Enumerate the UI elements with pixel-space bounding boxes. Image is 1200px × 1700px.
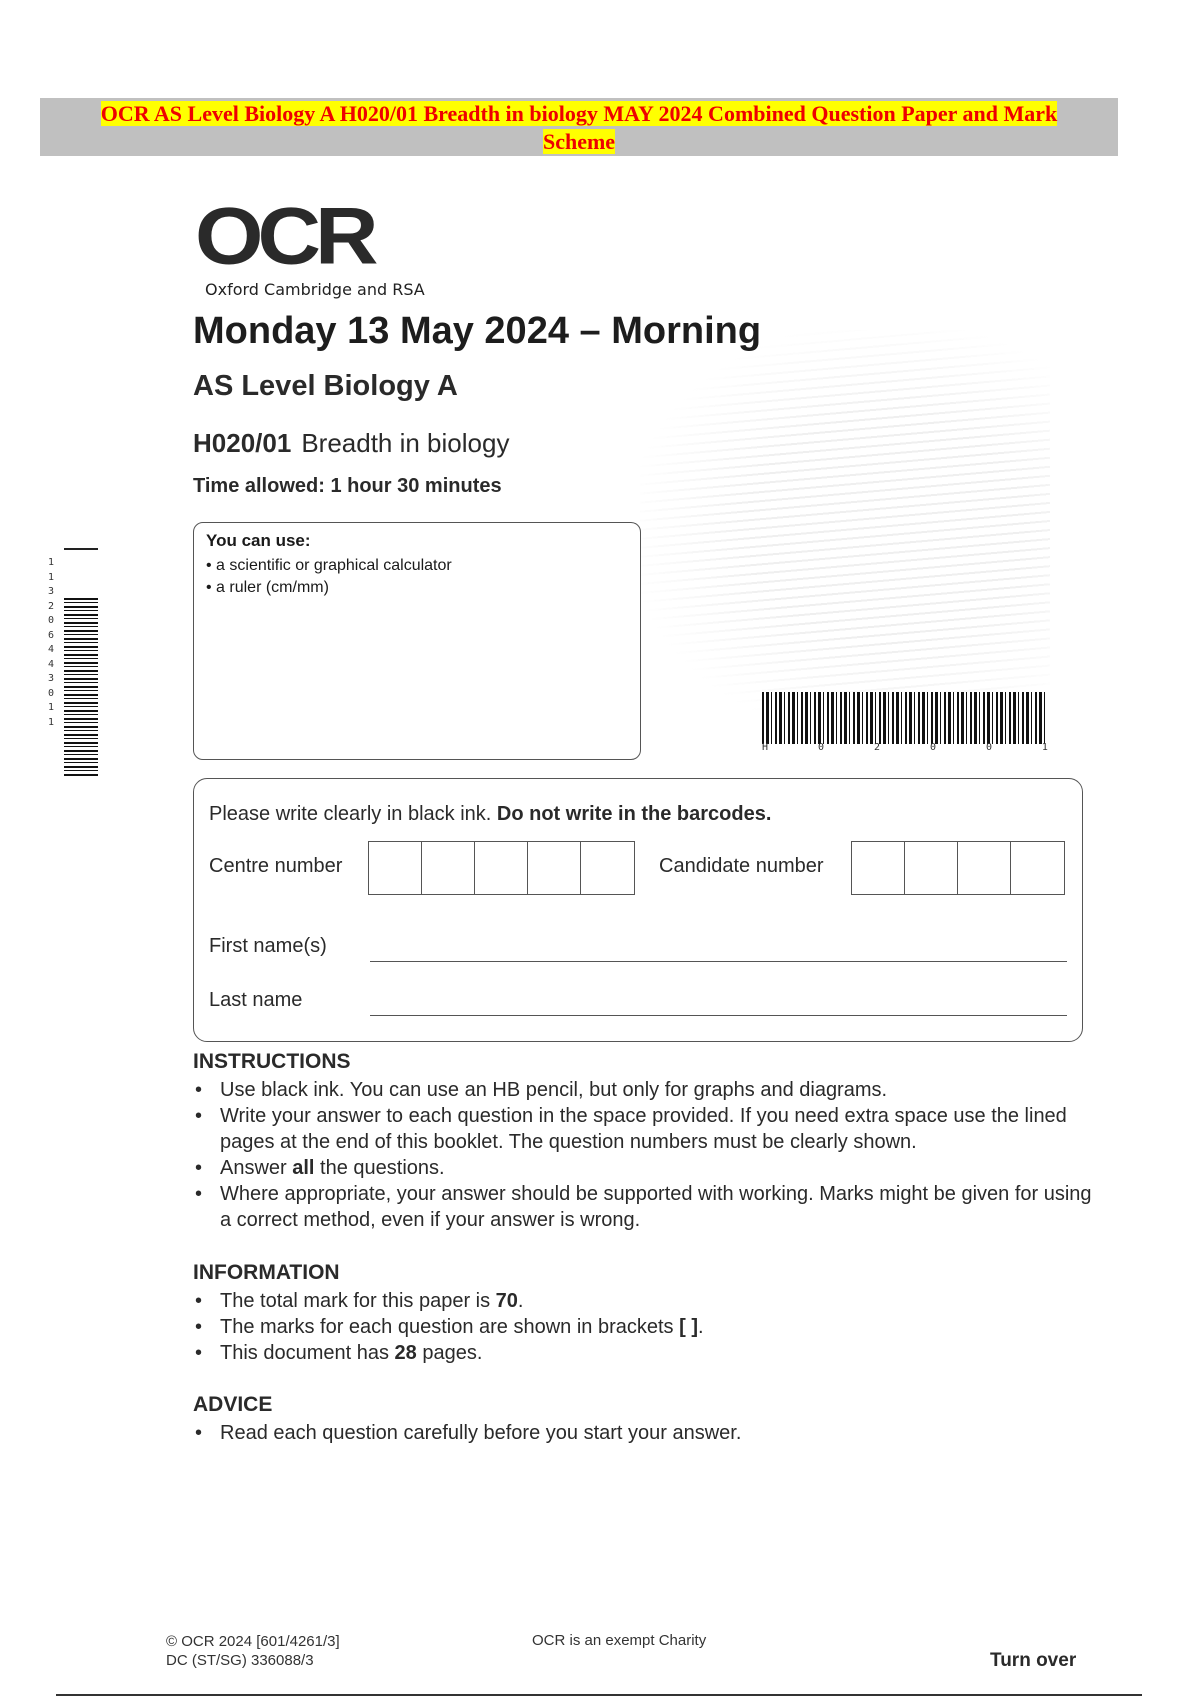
security-watermark [640, 330, 1050, 730]
advice-item: • Read each question carefully before you start your answer. [193, 1420, 1093, 1446]
copyright-line: © OCR 2024 [601/4261/3] [166, 1633, 340, 1650]
ocr-logo [195, 190, 425, 299]
paper-barcode-digits [762, 742, 1048, 753]
side-barcode [64, 598, 98, 776]
instruction-item: • Write your answer to each question in the space provided. If you need extra space use the lined pages at the end of this booklet. The question numbers must be clearly shown. [193, 1103, 1093, 1155]
candidate-details-box [193, 778, 1083, 1042]
banner-line-1: OCR AS Level Biology A H020/01 Breadth in biology MAY 2024 Combined Question Paper and Mark [100, 101, 1058, 126]
information-title: INFORMATION [193, 1261, 340, 1284]
advice-section [193, 1393, 1093, 1446]
instruction-item: • Where appropriate, your answer should be supported with working. Marks might be given for using a correct method, even if your answer is wrong. [193, 1181, 1093, 1233]
equipment-box [193, 522, 641, 760]
information-item: • The total mark for this paper is 70. [193, 1288, 1093, 1314]
banner-line-2: Scheme [542, 129, 616, 154]
centre-number-cell[interactable] [422, 842, 475, 894]
centre-number-cell[interactable] [369, 842, 422, 894]
equipment-item: • a ruler (cm/mm) [206, 579, 329, 596]
barcode-warning: Do not write in the barcodes. [496, 803, 772, 825]
last-name-field[interactable] [370, 1015, 1067, 1016]
barcode-digit: 0 [817, 742, 825, 753]
instruction-item: • Answer all the questions. [193, 1155, 1093, 1181]
centre-number-label: Centre number [209, 855, 343, 877]
information-item: • This document has 28 pages. [193, 1340, 1093, 1366]
candidate-number-cell[interactable] [852, 842, 905, 894]
centre-number-cell[interactable] [581, 842, 634, 894]
banner-title [40, 100, 1118, 156]
logo-subtitle: Oxford Cambridge and RSA [205, 280, 425, 299]
barcode-digit: 1 [1041, 742, 1048, 753]
information-section [193, 1261, 1093, 1366]
first-name-field[interactable] [370, 961, 1067, 962]
logo-mark: OCR [195, 190, 373, 282]
barcode-digit: H [762, 742, 769, 753]
charity-note: OCR is an exempt Charity [532, 1632, 707, 1649]
equipment-title: You can use: [206, 531, 311, 550]
barcode-digit: 0 [929, 742, 936, 753]
candidate-number-cell[interactable] [905, 842, 958, 894]
equipment-item: • a scientific or graphical calculator [206, 557, 452, 574]
barcode-digit: 2 [873, 742, 880, 753]
paper-title: Breadth in biology [301, 428, 510, 458]
information-item: • The marks for each question are shown in brackets [ ]. [193, 1314, 1093, 1340]
footer-references [166, 1632, 340, 1670]
paper-barcode [762, 692, 1048, 744]
exam-subject: AS Level Biology A [193, 370, 458, 402]
centre-number-field[interactable] [368, 841, 635, 895]
title-banner [40, 98, 1118, 156]
paper-code: H020/01 [193, 428, 292, 458]
last-name-label: Last name [209, 989, 303, 1011]
first-name-label: First name(s) [209, 935, 327, 957]
turn-over-label: Turn over [990, 1650, 1077, 1671]
dc-reference: DC (ST/SG) 336088/3 [166, 1652, 314, 1669]
candidate-number-label: Candidate number [659, 855, 824, 877]
centre-number-cell[interactable] [475, 842, 528, 894]
barcode-digit: 0 [985, 742, 992, 753]
instructions-section [193, 1050, 1093, 1233]
candidate-number-field[interactable] [851, 841, 1065, 895]
exam-code-line [193, 428, 509, 459]
footer-rule [56, 1694, 1142, 1696]
candidate-number-cell[interactable] [1011, 842, 1064, 894]
advice-title: ADVICE [193, 1393, 273, 1416]
instructions-title: INSTRUCTIONS [193, 1050, 351, 1073]
time-allowed: Time allowed: 1 hour 30 minutes [193, 475, 502, 497]
instruction-item: • Use black ink. You can use an HB pencil, but only for graphs and diagrams. [193, 1077, 1093, 1103]
ink-note: Please write clearly in black ink. Do not write in the barcodes. [209, 803, 772, 825]
candidate-number-cell[interactable] [958, 842, 1011, 894]
side-barcode-digits: 1 1 3 2 0 6 4 4 3 0 1 1 [47, 557, 55, 728]
centre-number-cell[interactable] [528, 842, 581, 894]
side-barcode-rule [64, 548, 98, 550]
exam-date: Monday 13 May 2024 – Morning [193, 310, 762, 352]
